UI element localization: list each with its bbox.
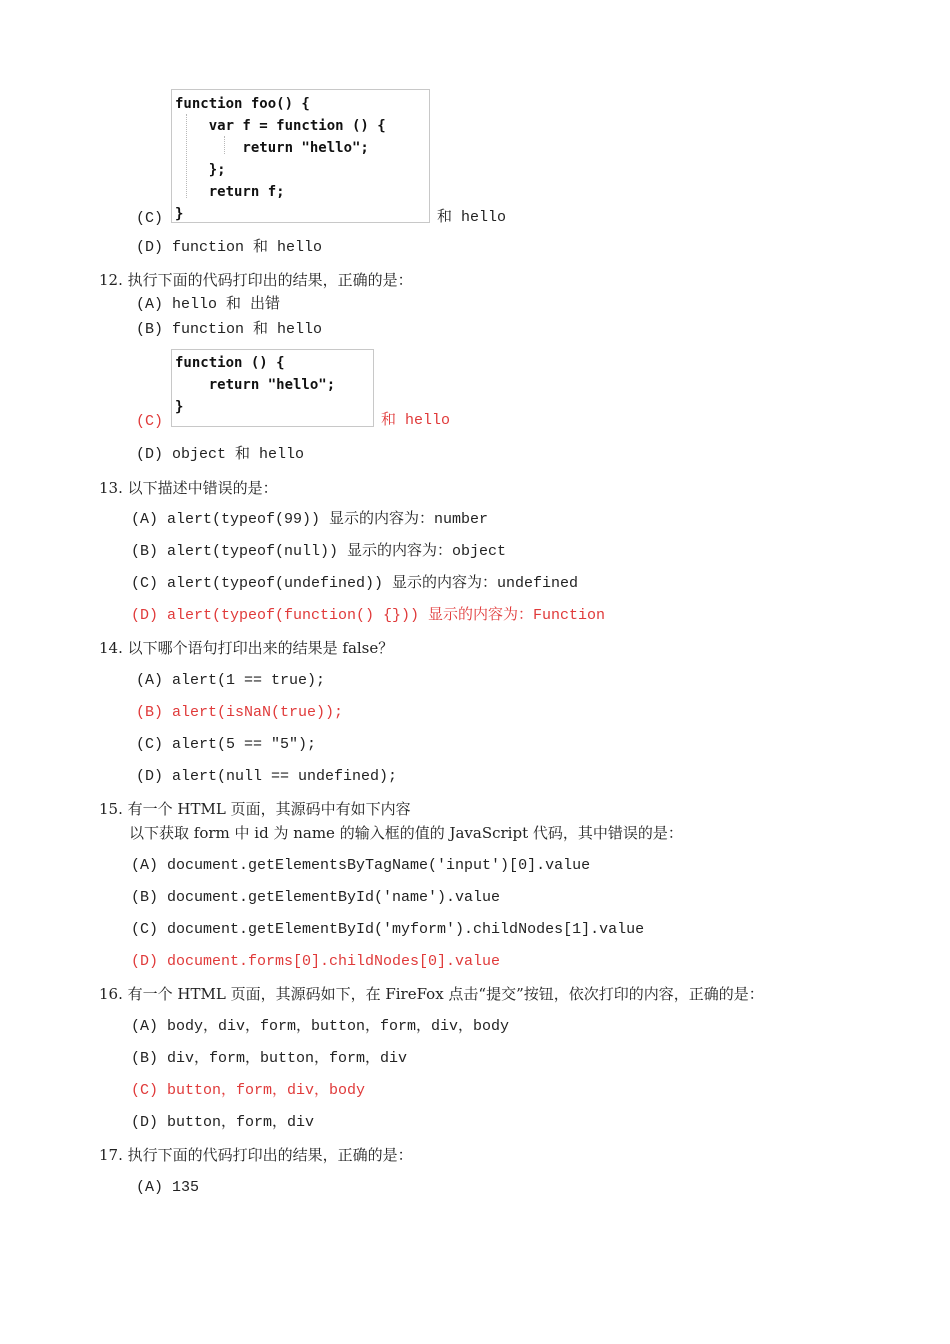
- option-text-answer: (D) document.forms[0].childNodes[0].value: [131, 953, 501, 970]
- option-text: (A) alert(typeof(99)) 显示的内容为：number: [131, 511, 489, 528]
- question-subtitle: 以下获取 form 中 id 为 name 的输入框的值的 JavaScript 代码，其中错误的是：: [129, 824, 683, 842]
- option-text: (A) body，div，form，button，form，div，body: [131, 1018, 510, 1035]
- code-line: }: [175, 206, 184, 222]
- option-text: (D) object 和 hello: [136, 446, 305, 463]
- option-label: (C): [136, 210, 164, 227]
- option-text: (B) function 和 hello: [136, 321, 323, 338]
- option-text: (A) document.getElementsByTagName('input')[0].value: [131, 857, 591, 874]
- code-image-q12-c: [171, 349, 374, 427]
- option-text: 和 hello: [437, 209, 507, 226]
- code-line: return f;: [175, 184, 285, 200]
- code-line: return "hello";: [175, 377, 336, 393]
- question-title: 13. 以下描述中错误的是：: [99, 479, 278, 497]
- code-line: var f = function () {: [175, 118, 386, 134]
- code-line: return "hello";: [175, 140, 369, 156]
- question-title: 17. 执行下面的代码打印出的结果，正确的是：: [99, 1146, 413, 1164]
- option-text-answer: (B) alert(isNaN(true));: [136, 704, 344, 721]
- question-title: 12. 执行下面的代码打印出的结果，正确的是：: [99, 271, 413, 289]
- question-title: 15. 有一个 HTML 页面，其源码中有如下内容: [99, 800, 411, 818]
- option-text: (B) alert(typeof(null)) 显示的内容为：object: [131, 543, 507, 560]
- code-line: }: [175, 399, 184, 415]
- option-text: (B) document.getElementById('name').value: [131, 889, 501, 906]
- option-text: (D) button，form，div: [131, 1114, 315, 1131]
- option-text-answer: 和 hello: [381, 412, 451, 429]
- code-line: function () {: [175, 355, 285, 371]
- option-text: (A) 135: [136, 1179, 200, 1196]
- option-text-answer: (D) alert(typeof(function() {})) 显示的内容为：Function: [131, 607, 606, 624]
- question-title: 14. 以下哪个语句打印出来的结果是 false？: [99, 639, 394, 657]
- option-text: (A) alert(1 == true);: [136, 672, 326, 689]
- option-text: (C) alert(typeof(undefined)) 显示的内容为：undefined: [131, 575, 579, 592]
- option-text: (D) function 和 hello: [136, 239, 323, 256]
- option-text-answer: (C) button，form，div，body: [131, 1082, 366, 1099]
- option-text: (B) div，form，button，form，div: [131, 1050, 408, 1067]
- option-text: (D) alert(null == undefined);: [136, 768, 398, 785]
- code-image-q11-c: [171, 89, 430, 223]
- option-text: (A) hello 和 出错: [136, 296, 281, 313]
- option-label-answer: (C): [136, 413, 164, 430]
- code-line: function foo() {: [175, 96, 310, 112]
- option-text: (C) alert(5 == "5");: [136, 736, 317, 753]
- option-text: (C) document.getElementById('myform').childNodes[1].value: [131, 921, 645, 938]
- code-line: };: [175, 162, 226, 178]
- question-title: 16. 有一个 HTML 页面，其源码如下，在 FireFox 点击“提交”按钮，依次打印的内容，正确的是：: [99, 985, 764, 1003]
